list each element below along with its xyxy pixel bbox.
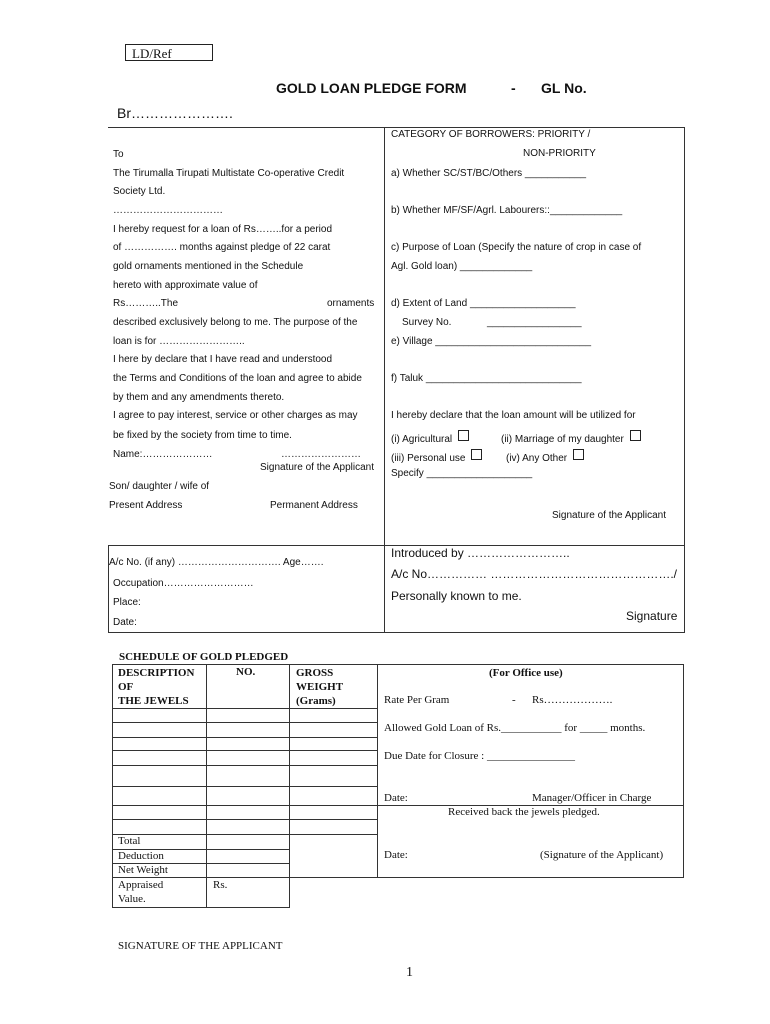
form-title: GOLD LOAN PLEDGE FORM [276, 80, 467, 96]
schedule-title: SCHEDULE OF GOLD PLEDGED [119, 651, 289, 663]
society-line2: Society Ltd. [113, 186, 166, 197]
loan-purpose-line2[interactable]: Agl. Gold loan) _____________ [391, 261, 533, 272]
appraised-label-line1: Appraised [118, 879, 164, 891]
request-line7: loan is for …………………….. [113, 336, 245, 347]
appraised-label-line2: Value. [118, 893, 146, 905]
introducer-account-field[interactable]: A/c No…………… ………………………………………./ [391, 567, 678, 581]
schedule-row-line [112, 877, 684, 878]
due-date-field[interactable]: Due Date for Closure : ________________ [384, 750, 575, 762]
right-signature-label: Signature of the Applicant [552, 510, 666, 521]
agree-line2: be fixed by the society from time to time. [113, 430, 292, 441]
permanent-address-field[interactable]: Permanent Address [270, 500, 358, 511]
land-extent-field[interactable]: d) Extent of Land ___________________ [391, 298, 576, 309]
survey-no-label: Survey No. [402, 317, 452, 328]
col-description-line3: THE JEWELS [118, 695, 189, 707]
rate-rs-field[interactable]: Rs………………. [532, 694, 613, 706]
appraised-rs-label: Rs. [213, 879, 228, 891]
farmer-category-field[interactable]: b) Whether MF/SF/Agrl. Labourers::_____________ [391, 205, 623, 216]
village-field[interactable]: e) Village ____________________________ [391, 336, 592, 347]
office-date-field[interactable]: Date: [384, 792, 408, 804]
present-address-field[interactable]: Present Address [109, 500, 183, 511]
specify-field[interactable]: Specify ___________________ [391, 468, 533, 479]
declare-line3: by them and any amendments thereto. [113, 392, 285, 403]
schedule-row-line [112, 708, 377, 709]
option-agricultural[interactable] [391, 430, 469, 445]
option-marriage-label: (ii) Marriage of my daughter [501, 434, 624, 445]
option-agricultural-label: (i) Agricultural [391, 434, 453, 445]
checkbox-agricultural[interactable] [458, 430, 469, 441]
survey-no-field[interactable]: _________________ [487, 317, 582, 328]
introduced-by-field[interactable]: Introduced by …………………….. [391, 546, 570, 560]
option-any-other-label: (iv) Any Other [506, 453, 568, 464]
ref-box [125, 44, 213, 61]
checkbox-any-other[interactable] [573, 449, 584, 460]
request-line3: gold ornaments mentioned in the Schedule [113, 261, 304, 272]
page-number: 1 [406, 965, 413, 980]
option-personal-use-label: (iii) Personal use [391, 453, 466, 464]
deduction-label: Deduction [118, 850, 164, 862]
col-gross-line2: WEIGHT [296, 681, 344, 693]
office-use-title: (For Office use) [489, 667, 563, 679]
occupation-field[interactable]: Occupation……………………… [113, 578, 254, 589]
request-line6: described exclusively belong to me. The purpose of the [113, 317, 358, 328]
rate-per-gram-label: Rate Per Gram [384, 694, 450, 706]
request-line1: I hereby request for a loan of Rs……..for a period [113, 224, 332, 235]
utilized-declaration: I hereby declare that the loan amount will be utilized for [391, 410, 636, 421]
schedule-row-line [112, 722, 377, 723]
personally-known-label: Personally known to me. [391, 589, 522, 603]
rate-dash: - [512, 694, 516, 706]
received-back-label: Received back the jewels pledged. [448, 806, 600, 818]
request-line5b: ornaments [327, 298, 375, 309]
introducer-signature-label: Signature [626, 609, 678, 623]
schedule-row-line [112, 765, 377, 766]
dots-line: …………………………… [113, 205, 223, 216]
main-box-top [108, 127, 685, 128]
category-line1: CATEGORY OF BORROWERS: PRIORITY / [391, 129, 591, 140]
declare-line1: I here by declare that I have read and understood [113, 354, 333, 365]
request-line2: of ……………. months against pledge of 22 carat [113, 242, 331, 253]
received-date-field[interactable]: Date: [384, 849, 408, 861]
account-age-field[interactable]: A/c No. (if any) …………………………. Age……. [109, 557, 324, 568]
main-box-right [684, 127, 685, 633]
loan-purpose-line1[interactable]: c) Purpose of Loan (Specify the nature of crop in case of [391, 242, 642, 253]
main-box-divider [384, 127, 385, 633]
to-label: To [113, 149, 124, 160]
allowed-loan-field[interactable]: Allowed Gold Loan of Rs.___________ for _____ months. [384, 722, 646, 734]
manager-signature-label: Manager/Officer in Charge [532, 792, 652, 804]
schedule-row-line [112, 819, 377, 820]
declare-line2: the Terms and Conditions of the loan and agree to abide [113, 373, 362, 384]
left-signature-label: Signature of the Applicant [260, 462, 374, 473]
schedule-row-line [112, 750, 377, 751]
signature-dots: …………………… [281, 449, 361, 460]
office-right-line [683, 664, 684, 878]
checkbox-marriage[interactable] [630, 430, 641, 441]
col-description-line2: OF [118, 681, 134, 693]
caste-category-field[interactable]: a) Whether SC/ST/BC/Others ___________ [391, 168, 587, 179]
option-marriage[interactable] [501, 430, 641, 445]
son-daughter-wife-field[interactable]: Son/ daughter / wife of [109, 481, 210, 492]
total-label: Total [118, 835, 141, 847]
schedule-top-line [112, 664, 684, 665]
col-no-header: NO. [236, 666, 256, 678]
option-personal-use[interactable] [391, 449, 482, 464]
category-line2: NON-PRIORITY [523, 148, 596, 159]
col-description-line1: DESCRIPTION [118, 667, 195, 679]
gl-no-label: GL No. [541, 80, 587, 96]
col-description-header [118, 666, 194, 708]
schedule-row-line [112, 805, 377, 806]
applicant-signature-label: (Signature of the Applicant) [540, 849, 664, 861]
taluk-field[interactable]: f) Taluk ____________________________ [391, 373, 582, 384]
branch-label: Br…………………. [117, 105, 233, 121]
col-gross-line1: GROSS [296, 667, 334, 679]
society-line1: The Tirumalla Tirupati Multistate Co-operative Credit [113, 168, 345, 179]
schedule-col3-line [377, 664, 378, 878]
col-gross-header [296, 666, 343, 708]
schedule-row-line [112, 737, 377, 738]
schedule-bottom-line [112, 907, 289, 908]
main-box-bottom [108, 632, 685, 633]
request-line4: hereto with approximate value of [113, 280, 258, 291]
schedule-row-line [112, 834, 377, 835]
option-any-other[interactable] [506, 449, 584, 464]
applicant-signature-footer: SIGNATURE OF THE APPLICANT [118, 940, 283, 952]
place-field[interactable]: Place: [113, 597, 141, 608]
request-line5a: Rs………..The [113, 298, 179, 309]
checkbox-personal-use[interactable] [471, 449, 482, 460]
col-gross-line3: (Grams) [296, 695, 336, 707]
name-field[interactable]: Name:………………… [113, 449, 213, 460]
date-field[interactable]: Date: [113, 617, 137, 628]
ref-label: LD/Ref [132, 46, 172, 61]
agree-line1: I agree to pay interest, service or other charges as may [113, 410, 358, 421]
net-weight-label: Net Weight [118, 864, 168, 876]
schedule-row-line [112, 786, 377, 787]
title-dash: - [511, 80, 516, 96]
